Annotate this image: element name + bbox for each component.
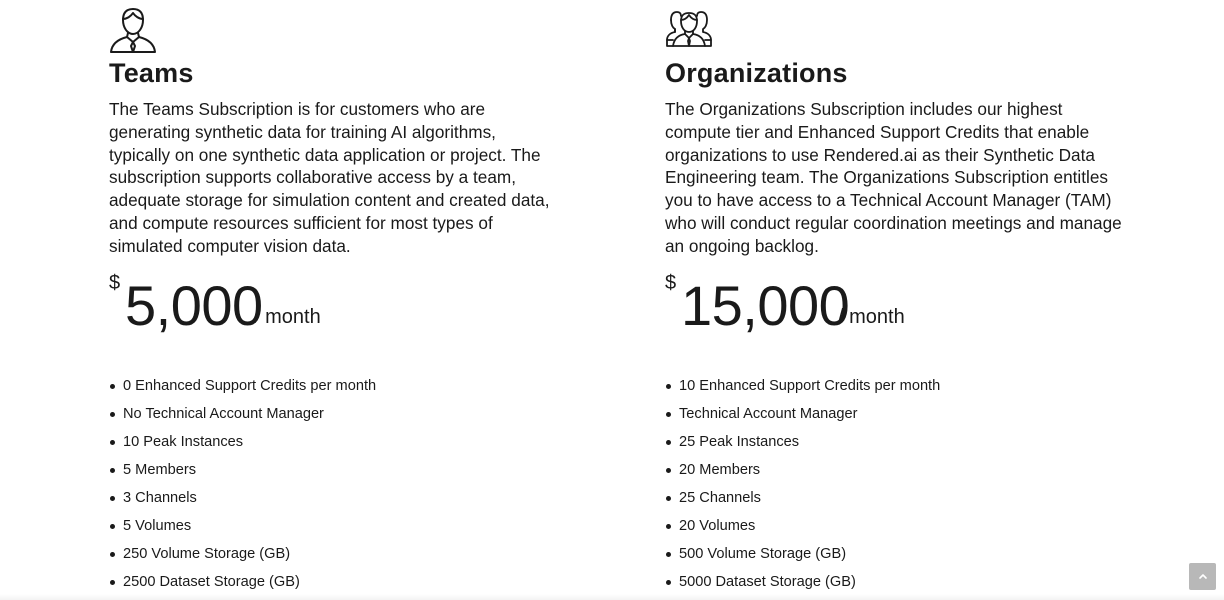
feature-text: 5000 Dataset Storage (GB): [679, 574, 856, 590]
bullet-icon: [110, 496, 115, 501]
feature-item: [109, 372, 376, 400]
feature-text: 250 Volume Storage (GB): [123, 546, 291, 562]
feature-item: [665, 568, 940, 596]
feature-item: [665, 540, 940, 568]
feature-text: 25 Channels: [679, 490, 761, 506]
feature-item: [665, 428, 940, 456]
feature-item: [109, 512, 376, 540]
feature-list: [665, 372, 940, 596]
feature-item: [109, 540, 376, 568]
bullet-icon: [666, 412, 671, 417]
bullet-icon: [666, 552, 671, 557]
bullet-icon: [666, 440, 671, 445]
bullet-icon: [110, 412, 115, 417]
bullet-icon: [666, 580, 671, 585]
bullet-icon: [666, 496, 671, 501]
feature-item: [665, 372, 940, 400]
price-amount: 5,000: [125, 274, 263, 337]
bullet-icon: [110, 524, 115, 529]
group-icon: [665, 6, 713, 54]
feature-text: 5 Volumes: [123, 518, 192, 534]
price-period: / month: [254, 306, 321, 328]
feature-item: [109, 568, 376, 596]
currency-symbol: $: [109, 272, 121, 294]
feature-text: 0 Enhanced Support Credits per month: [123, 378, 377, 394]
price-period: / month: [838, 306, 905, 328]
bullet-icon: [110, 440, 115, 445]
feature-item: [665, 456, 940, 484]
feature-text: 20 Volumes: [679, 518, 756, 534]
chevron-up-icon: [1198, 573, 1208, 580]
feature-item: [109, 456, 376, 484]
bullet-icon: [110, 384, 115, 389]
bullet-icon: [110, 580, 115, 585]
feature-item: [665, 400, 940, 428]
feature-text: 500 Volume Storage (GB): [679, 546, 847, 562]
feature-text: 5 Members: [123, 462, 196, 478]
feature-text: Technical Account Manager: [679, 406, 858, 422]
bullet-icon: [666, 524, 671, 529]
person-icon: [109, 6, 157, 54]
bottom-shadow: [0, 594, 1224, 600]
price-amount: 15,000: [681, 274, 850, 337]
plan-title: Teams: [109, 58, 194, 88]
feature-item: [109, 428, 376, 456]
plan-description: The Teams Subscription is for customers who are generating synthetic data for training AI algorithms, typically on one synthetic data application or project. The subscription supports collaborative access by a team, adequate storage for simulation content and created data, and compute resources sufficient for most types of simulated computer vision data.: [109, 99, 550, 256]
feature-text: 10 Enhanced Support Credits per month: [679, 378, 941, 394]
feature-item: [665, 484, 940, 512]
feature-item: [665, 512, 940, 540]
plan-description: The Organizations Subscription includes our highest compute tier and Enhanced Support Credits that enable organizations to use Rendered.ai as their Synthetic Data Engineering team. The Organizations Subscription entitles you to have access to a Technical Account Manager (TAM) who will conduct regular coordination meetings and manage an ongoing backlog.: [665, 99, 1122, 256]
bullet-icon: [666, 468, 671, 473]
bullet-icon: [110, 552, 115, 557]
feature-item: [109, 484, 376, 512]
bullet-icon: [666, 384, 671, 389]
plan-title: Organizations: [665, 58, 848, 88]
feature-text: No Technical Account Manager: [123, 406, 324, 422]
feature-text: 3 Channels: [123, 490, 197, 506]
feature-item: [109, 400, 376, 428]
feature-text: 25 Peak Instances: [679, 434, 800, 450]
currency-symbol: $: [665, 272, 677, 294]
feature-text: 20 Members: [679, 462, 761, 478]
feature-text: 2500 Dataset Storage (GB): [123, 574, 300, 590]
feature-text: 10 Peak Instances: [123, 434, 244, 450]
scroll-to-top-button[interactable]: [1189, 563, 1216, 590]
bullet-icon: [110, 468, 115, 473]
feature-list: [109, 372, 376, 596]
